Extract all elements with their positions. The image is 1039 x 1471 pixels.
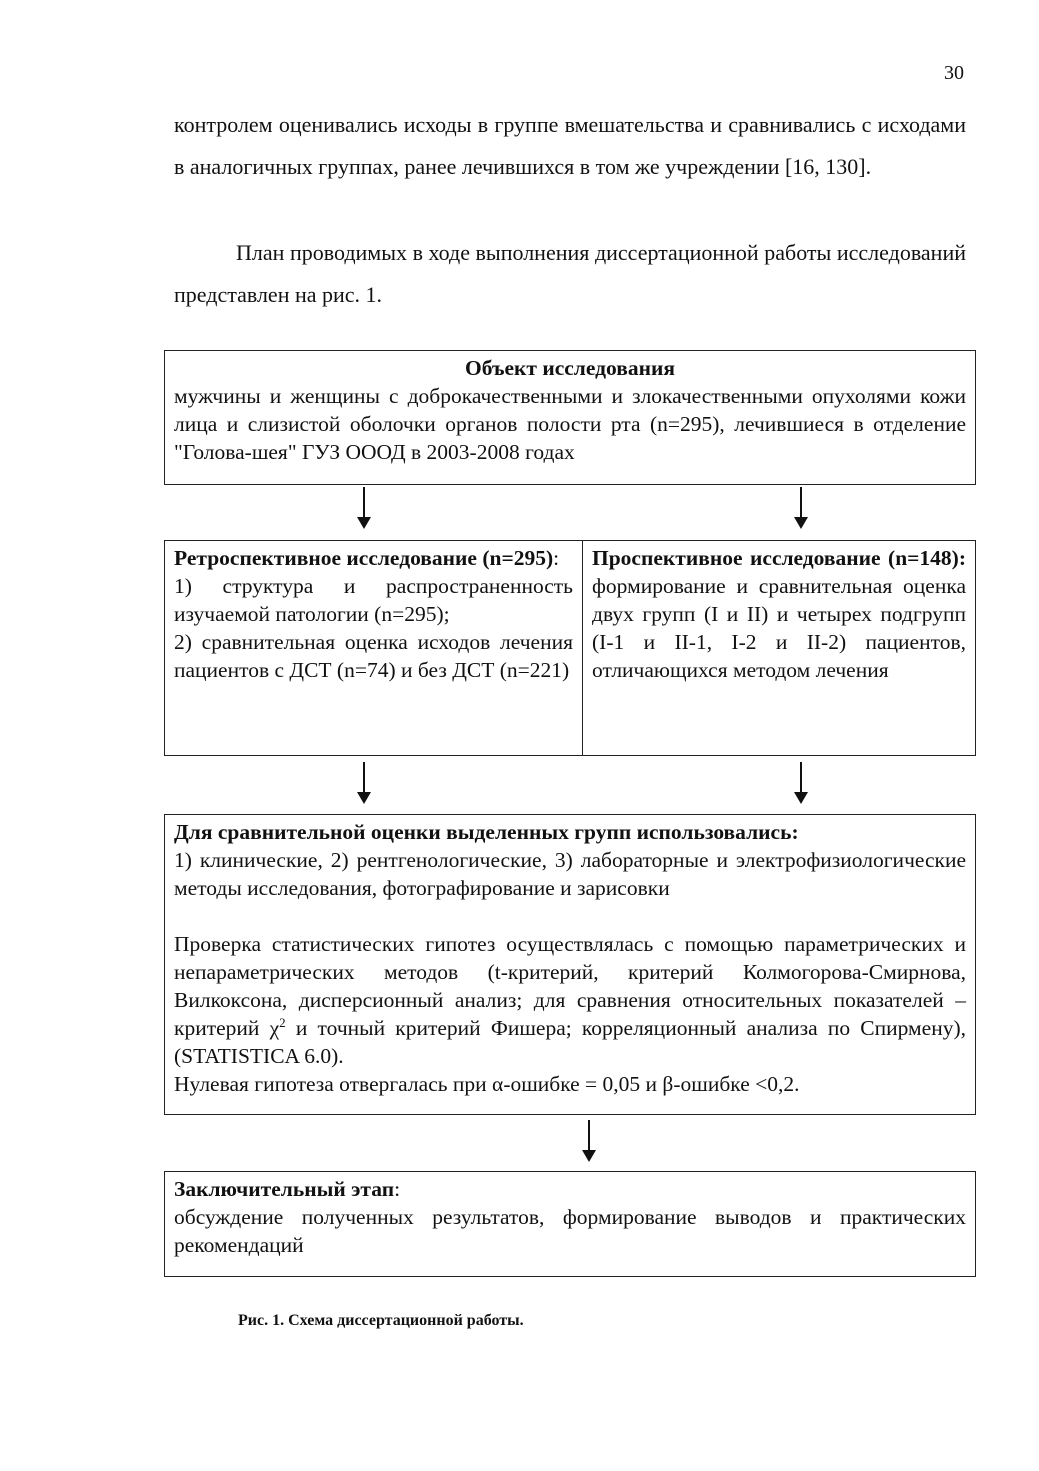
body-paragraph-1: контролем оценивались исходы в группе вмешательства и сравнивались с исходами в аналогичных группах, ранее лечившихся в том же учреждении [16, 130].	[174, 112, 966, 179]
retrospective-study-item-2: 2) сравнительная оценка исходов лечения пациентов с ДСТ (n=74) и без ДСТ (n=221)	[174, 630, 573, 682]
methods-box-text-2a: Проверка статистических гипотез осуществлялась с помощью параметрических и непараметрических методов (t-критерий, критерий Колмогорова-Смирнова, Вилкоксона, дисперсионный анализ; для сравнения относительных показателей – критерий χ	[174, 932, 966, 1040]
methods-box-title: Для сравнительной оценки выделенных групп использовались:	[174, 820, 799, 844]
final-stage-box	[164, 1171, 976, 1277]
methods-box	[164, 814, 976, 1115]
prospective-study-cell	[583, 541, 975, 755]
page-number: 30	[944, 62, 964, 84]
object-box-title: Объект исследования	[465, 356, 675, 380]
final-stage-title: Заключительный этап	[174, 1177, 395, 1201]
figure-caption: Рис. 1. Схема диссертационной работы.	[238, 1312, 524, 1329]
methods-box-chi-superscript: 2	[279, 1014, 286, 1030]
arrow-down-icon	[582, 1120, 596, 1162]
arrow-down-icon	[794, 487, 808, 529]
retrospective-study-title-suffix: :	[553, 546, 560, 570]
methods-box-text-1: 1) клинические, 2) рентгенологические, 3) лабораторные и электрофизиологические методы исследования, фотографирование и зарисовки	[174, 848, 966, 900]
prospective-study-text: формирование и сравнительная оценка двух групп (I и II) и четырех подгрупп (I-1 и II-1, I-2 и II-2) пациентов, отличающихся методом лечения	[592, 574, 966, 682]
object-box-text: мужчины и женщины с доброкачественными и злокачественными опухолями кожи лица и слизистой оболочки органов полости рта (n=295), лечившиеся в отделение "Голова-шея" ГУЗ ОООД в 2003-2008 годах	[174, 384, 966, 464]
arrow-down-icon	[357, 487, 371, 529]
retrospective-study-title: Ретроспективное исследование (n=295)	[174, 546, 554, 570]
arrow-down-icon	[357, 762, 371, 804]
retrospective-study-item-1: 1) структура и распространенность изучаемой патологии (n=295);	[174, 574, 573, 626]
final-stage-title-suffix: :	[394, 1177, 401, 1201]
methods-box-text-3: Нулевая гипотеза отвергалась при α-ошибке = 0,05 и β-ошибке <0,2.	[174, 1072, 800, 1096]
body-paragraph-2: План проводимых в ходе выполнения диссертационной работы исследований представлен на рис. 1.	[174, 240, 966, 307]
final-stage-text: обсуждение полученных результатов, формирование выводов и практических рекомендаций	[174, 1205, 966, 1257]
methods-box-text-2	[174, 930, 966, 1070]
prospective-study-title: Проспективное исследование (n=148):	[592, 546, 966, 570]
arrow-down-icon	[794, 762, 808, 804]
object-box	[164, 350, 976, 485]
retrospective-study-cell	[165, 541, 583, 755]
studies-box	[164, 540, 976, 756]
methods-box-text-2b: и точный критерий Фишера; корреляционный анализа по Спирмену), (STATISTICA 6.0).	[174, 1016, 966, 1068]
